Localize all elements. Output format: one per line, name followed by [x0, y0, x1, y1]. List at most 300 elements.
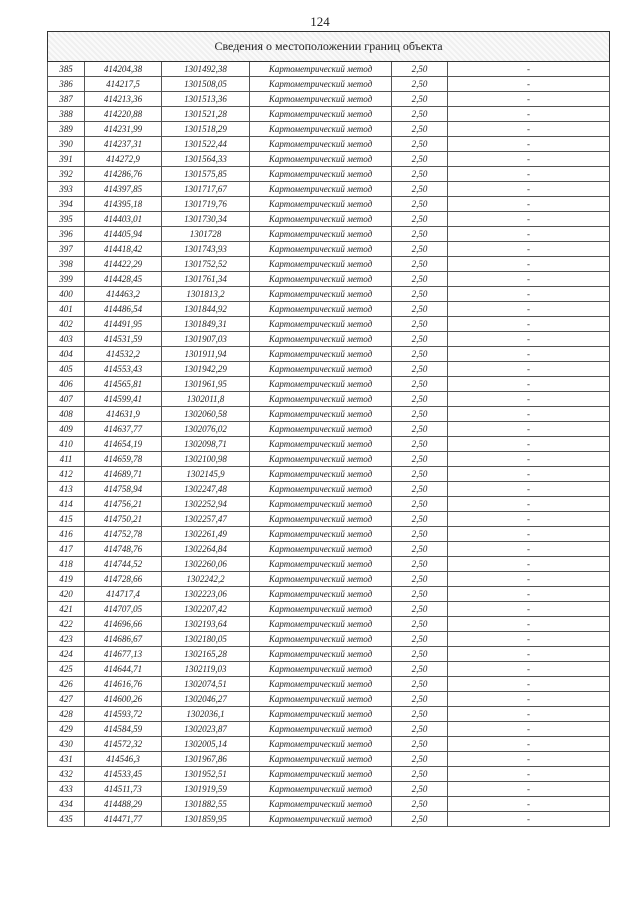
- accuracy-cell: 2,50: [392, 587, 448, 602]
- x-coordinate-cell: 414593,72: [85, 707, 162, 722]
- accuracy-cell: 2,50: [392, 287, 448, 302]
- point-number-cell: 386: [48, 77, 85, 92]
- description-cell: -: [448, 122, 610, 137]
- method-cell: Картометрический метод: [250, 122, 392, 137]
- y-coordinate-cell: 1302252,94: [162, 497, 250, 512]
- point-number-cell: 428: [48, 707, 85, 722]
- x-coordinate-cell: 414689,71: [85, 467, 162, 482]
- description-cell: -: [448, 752, 610, 767]
- point-number-cell: 405: [48, 362, 85, 377]
- accuracy-cell: 2,50: [392, 542, 448, 557]
- y-coordinate-cell: 1301564,33: [162, 152, 250, 167]
- y-coordinate-cell: 1302264,84: [162, 542, 250, 557]
- y-coordinate-cell: 1301513,36: [162, 92, 250, 107]
- x-coordinate-cell: 414511,73: [85, 782, 162, 797]
- accuracy-cell: 2,50: [392, 107, 448, 122]
- method-cell: Картометрический метод: [250, 422, 392, 437]
- method-cell: Картометрический метод: [250, 467, 392, 482]
- method-cell: Картометрический метод: [250, 482, 392, 497]
- x-coordinate-cell: 414422,29: [85, 257, 162, 272]
- accuracy-cell: 2,50: [392, 572, 448, 587]
- y-coordinate-cell: 1301728: [162, 227, 250, 242]
- description-cell: -: [448, 662, 610, 677]
- description-cell: -: [448, 347, 610, 362]
- y-coordinate-cell: 1301743,93: [162, 242, 250, 257]
- y-coordinate-cell: 1301849,31: [162, 317, 250, 332]
- accuracy-cell: 2,50: [392, 152, 448, 167]
- description-cell: -: [448, 512, 610, 527]
- point-number-cell: 408: [48, 407, 85, 422]
- table-row: [48, 752, 610, 767]
- x-coordinate-cell: 414553,43: [85, 362, 162, 377]
- y-coordinate-cell: 1301907,03: [162, 332, 250, 347]
- accuracy-cell: 2,50: [392, 317, 448, 332]
- x-coordinate-cell: 414728,66: [85, 572, 162, 587]
- x-coordinate-cell: 414644,71: [85, 662, 162, 677]
- method-cell: Картометрический метод: [250, 602, 392, 617]
- description-cell: -: [448, 302, 610, 317]
- table-row: [48, 662, 610, 677]
- x-coordinate-cell: 414418,42: [85, 242, 162, 257]
- method-cell: Картометрический метод: [250, 272, 392, 287]
- accuracy-cell: 2,50: [392, 497, 448, 512]
- boundary-coordinates-table: [47, 31, 610, 827]
- table-row: [48, 407, 610, 422]
- accuracy-cell: 2,50: [392, 767, 448, 782]
- x-coordinate-cell: 414599,41: [85, 392, 162, 407]
- method-cell: Картометрический метод: [250, 347, 392, 362]
- accuracy-cell: 2,50: [392, 752, 448, 767]
- accuracy-cell: 2,50: [392, 797, 448, 812]
- point-number-cell: 399: [48, 272, 85, 287]
- accuracy-cell: 2,50: [392, 812, 448, 827]
- description-cell: -: [448, 437, 610, 452]
- description-cell: -: [448, 182, 610, 197]
- accuracy-cell: 2,50: [392, 632, 448, 647]
- accuracy-cell: 2,50: [392, 737, 448, 752]
- description-cell: -: [448, 407, 610, 422]
- description-cell: -: [448, 632, 610, 647]
- description-cell: -: [448, 767, 610, 782]
- point-number-cell: 391: [48, 152, 85, 167]
- method-cell: Картометрический метод: [250, 797, 392, 812]
- y-coordinate-cell: 1302100,98: [162, 452, 250, 467]
- method-cell: Картометрический метод: [250, 707, 392, 722]
- point-number-cell: 427: [48, 692, 85, 707]
- point-number-cell: 431: [48, 752, 85, 767]
- table-row: [48, 797, 610, 812]
- y-coordinate-cell: 1301522,44: [162, 137, 250, 152]
- method-cell: Картометрический метод: [250, 512, 392, 527]
- accuracy-cell: 2,50: [392, 422, 448, 437]
- method-cell: Картометрический метод: [250, 662, 392, 677]
- accuracy-cell: 2,50: [392, 77, 448, 92]
- accuracy-cell: 2,50: [392, 167, 448, 182]
- description-cell: -: [448, 707, 610, 722]
- table-row: [48, 527, 610, 542]
- description-cell: -: [448, 482, 610, 497]
- description-cell: -: [448, 737, 610, 752]
- method-cell: Картометрический метод: [250, 542, 392, 557]
- table-header-row: [48, 32, 610, 62]
- accuracy-cell: 2,50: [392, 782, 448, 797]
- point-number-cell: 390: [48, 137, 85, 152]
- x-coordinate-cell: 414686,67: [85, 632, 162, 647]
- method-cell: Картометрический метод: [250, 77, 392, 92]
- table-row: [48, 737, 610, 752]
- y-coordinate-cell: 1301521,28: [162, 107, 250, 122]
- accuracy-cell: 2,50: [392, 242, 448, 257]
- y-coordinate-cell: 1302011,8: [162, 392, 250, 407]
- method-cell: Картометрический метод: [250, 557, 392, 572]
- x-coordinate-cell: 414532,2: [85, 347, 162, 362]
- y-coordinate-cell: 1301967,86: [162, 752, 250, 767]
- table-row: [48, 572, 610, 587]
- point-number-cell: 416: [48, 527, 85, 542]
- table-row: [48, 332, 610, 347]
- method-cell: Картометрический метод: [250, 287, 392, 302]
- point-number-cell: 389: [48, 122, 85, 137]
- description-cell: -: [448, 317, 610, 332]
- table-row: [48, 287, 610, 302]
- description-cell: -: [448, 167, 610, 182]
- point-number-cell: 409: [48, 422, 85, 437]
- method-cell: Картометрический метод: [250, 677, 392, 692]
- accuracy-cell: 2,50: [392, 272, 448, 287]
- y-coordinate-cell: 1302180,05: [162, 632, 250, 647]
- description-cell: -: [448, 242, 610, 257]
- method-cell: Картометрический метод: [250, 527, 392, 542]
- table-row: [48, 227, 610, 242]
- y-coordinate-cell: 1301508,05: [162, 77, 250, 92]
- x-coordinate-cell: 414204,38: [85, 62, 162, 77]
- table-row: [48, 212, 610, 227]
- table-row: [48, 677, 610, 692]
- y-coordinate-cell: 1301942,29: [162, 362, 250, 377]
- description-cell: -: [448, 227, 610, 242]
- method-cell: Картометрический метод: [250, 497, 392, 512]
- description-cell: -: [448, 92, 610, 107]
- description-cell: -: [448, 572, 610, 587]
- y-coordinate-cell: 1301882,55: [162, 797, 250, 812]
- x-coordinate-cell: 414213,36: [85, 92, 162, 107]
- x-coordinate-cell: 414572,32: [85, 737, 162, 752]
- boundary-table-container: [47, 31, 609, 827]
- table-row: [48, 242, 610, 257]
- x-coordinate-cell: 414463,2: [85, 287, 162, 302]
- accuracy-cell: 2,50: [392, 482, 448, 497]
- x-coordinate-cell: 414616,76: [85, 677, 162, 692]
- point-number-cell: 413: [48, 482, 85, 497]
- y-coordinate-cell: 1302005,14: [162, 737, 250, 752]
- y-coordinate-cell: 1301518,29: [162, 122, 250, 137]
- accuracy-cell: 2,50: [392, 602, 448, 617]
- table-title: Сведения о местоположении границ объекта: [48, 32, 610, 62]
- x-coordinate-cell: 414565,81: [85, 377, 162, 392]
- x-coordinate-cell: 414397,85: [85, 182, 162, 197]
- accuracy-cell: 2,50: [392, 62, 448, 77]
- table-row: [48, 467, 610, 482]
- x-coordinate-cell: 414403,01: [85, 212, 162, 227]
- description-cell: -: [448, 272, 610, 287]
- point-number-cell: 388: [48, 107, 85, 122]
- y-coordinate-cell: 1302060,58: [162, 407, 250, 422]
- table-row: [48, 422, 610, 437]
- y-coordinate-cell: 1302223,06: [162, 587, 250, 602]
- method-cell: Картометрический метод: [250, 692, 392, 707]
- table-row: [48, 767, 610, 782]
- table-row: [48, 482, 610, 497]
- method-cell: Картометрический метод: [250, 587, 392, 602]
- method-cell: Картометрический метод: [250, 632, 392, 647]
- description-cell: -: [448, 392, 610, 407]
- table-row: [48, 587, 610, 602]
- y-coordinate-cell: 1302036,1: [162, 707, 250, 722]
- y-coordinate-cell: 1302261,49: [162, 527, 250, 542]
- description-cell: -: [448, 602, 610, 617]
- description-cell: -: [448, 152, 610, 167]
- accuracy-cell: 2,50: [392, 377, 448, 392]
- x-coordinate-cell: 414488,29: [85, 797, 162, 812]
- x-coordinate-cell: 414272,9: [85, 152, 162, 167]
- description-cell: -: [448, 332, 610, 347]
- accuracy-cell: 2,50: [392, 122, 448, 137]
- method-cell: Картометрический метод: [250, 737, 392, 752]
- description-cell: -: [448, 587, 610, 602]
- description-cell: -: [448, 287, 610, 302]
- point-number-cell: 429: [48, 722, 85, 737]
- description-cell: -: [448, 617, 610, 632]
- method-cell: Картометрический метод: [250, 722, 392, 737]
- method-cell: Картометрический метод: [250, 62, 392, 77]
- x-coordinate-cell: 414428,45: [85, 272, 162, 287]
- accuracy-cell: 2,50: [392, 392, 448, 407]
- description-cell: -: [448, 62, 610, 77]
- point-number-cell: 401: [48, 302, 85, 317]
- description-cell: -: [448, 542, 610, 557]
- description-cell: -: [448, 362, 610, 377]
- x-coordinate-cell: 414654,19: [85, 437, 162, 452]
- x-coordinate-cell: 414491,95: [85, 317, 162, 332]
- method-cell: Картометрический метод: [250, 407, 392, 422]
- accuracy-cell: 2,50: [392, 197, 448, 212]
- point-number-cell: 411: [48, 452, 85, 467]
- description-cell: -: [448, 257, 610, 272]
- description-cell: -: [448, 497, 610, 512]
- point-number-cell: 400: [48, 287, 85, 302]
- y-coordinate-cell: 1302074,51: [162, 677, 250, 692]
- point-number-cell: 417: [48, 542, 85, 557]
- method-cell: Картометрический метод: [250, 317, 392, 332]
- accuracy-cell: 2,50: [392, 137, 448, 152]
- description-cell: -: [448, 107, 610, 122]
- accuracy-cell: 2,50: [392, 257, 448, 272]
- table-body: [48, 62, 610, 827]
- description-cell: -: [448, 197, 610, 212]
- table-row: [48, 107, 610, 122]
- accuracy-cell: 2,50: [392, 227, 448, 242]
- method-cell: Картометрический метод: [250, 182, 392, 197]
- y-coordinate-cell: 1302145,9: [162, 467, 250, 482]
- table-row: [48, 257, 610, 272]
- table-row: [48, 92, 610, 107]
- y-coordinate-cell: 1301752,52: [162, 257, 250, 272]
- accuracy-cell: 2,50: [392, 512, 448, 527]
- description-cell: -: [448, 722, 610, 737]
- table-row: [48, 437, 610, 452]
- point-number-cell: 396: [48, 227, 85, 242]
- description-cell: -: [448, 467, 610, 482]
- point-number-cell: 407: [48, 392, 85, 407]
- method-cell: Картометрический метод: [250, 92, 392, 107]
- y-coordinate-cell: 1301859,95: [162, 812, 250, 827]
- accuracy-cell: 2,50: [392, 527, 448, 542]
- point-number-cell: 415: [48, 512, 85, 527]
- accuracy-cell: 2,50: [392, 692, 448, 707]
- x-coordinate-cell: 414584,59: [85, 722, 162, 737]
- point-number-cell: 406: [48, 377, 85, 392]
- method-cell: Картометрический метод: [250, 107, 392, 122]
- y-coordinate-cell: 1302247,48: [162, 482, 250, 497]
- x-coordinate-cell: 414637,77: [85, 422, 162, 437]
- point-number-cell: 423: [48, 632, 85, 647]
- accuracy-cell: 2,50: [392, 662, 448, 677]
- point-number-cell: 419: [48, 572, 85, 587]
- y-coordinate-cell: 1301952,51: [162, 767, 250, 782]
- description-cell: -: [448, 377, 610, 392]
- y-coordinate-cell: 1302023,87: [162, 722, 250, 737]
- description-cell: -: [448, 797, 610, 812]
- point-number-cell: 387: [48, 92, 85, 107]
- table-row: [48, 167, 610, 182]
- table-row: [48, 302, 610, 317]
- x-coordinate-cell: 414395,18: [85, 197, 162, 212]
- table-row: [48, 377, 610, 392]
- point-number-cell: 433: [48, 782, 85, 797]
- table-row: [48, 602, 610, 617]
- table-row: [48, 152, 610, 167]
- table-row: [48, 632, 610, 647]
- accuracy-cell: 2,50: [392, 302, 448, 317]
- accuracy-cell: 2,50: [392, 557, 448, 572]
- y-coordinate-cell: 1301730,34: [162, 212, 250, 227]
- description-cell: -: [448, 812, 610, 827]
- x-coordinate-cell: 414707,05: [85, 602, 162, 617]
- table-row: [48, 77, 610, 92]
- y-coordinate-cell: 1302260,06: [162, 557, 250, 572]
- description-cell: -: [448, 557, 610, 572]
- accuracy-cell: 2,50: [392, 332, 448, 347]
- x-coordinate-cell: 414286,76: [85, 167, 162, 182]
- method-cell: Картометрический метод: [250, 152, 392, 167]
- x-coordinate-cell: 414677,13: [85, 647, 162, 662]
- table-row: [48, 692, 610, 707]
- x-coordinate-cell: 414756,21: [85, 497, 162, 512]
- table-row: [48, 452, 610, 467]
- description-cell: -: [448, 782, 610, 797]
- y-coordinate-cell: 1302242,2: [162, 572, 250, 587]
- accuracy-cell: 2,50: [392, 212, 448, 227]
- y-coordinate-cell: 1302046,27: [162, 692, 250, 707]
- description-cell: -: [448, 527, 610, 542]
- description-cell: -: [448, 77, 610, 92]
- accuracy-cell: 2,50: [392, 347, 448, 362]
- method-cell: Картометрический метод: [250, 197, 392, 212]
- table-row: [48, 557, 610, 572]
- table-row: [48, 122, 610, 137]
- description-cell: -: [448, 137, 610, 152]
- table-row: [48, 707, 610, 722]
- x-coordinate-cell: 414220,88: [85, 107, 162, 122]
- point-number-cell: 398: [48, 257, 85, 272]
- table-row: [48, 197, 610, 212]
- accuracy-cell: 2,50: [392, 437, 448, 452]
- method-cell: Картометрический метод: [250, 437, 392, 452]
- x-coordinate-cell: 414237,31: [85, 137, 162, 152]
- point-number-cell: 410: [48, 437, 85, 452]
- description-cell: -: [448, 422, 610, 437]
- method-cell: Картометрический метод: [250, 752, 392, 767]
- table-row: [48, 722, 610, 737]
- x-coordinate-cell: 414631,9: [85, 407, 162, 422]
- method-cell: Картометрический метод: [250, 572, 392, 587]
- y-coordinate-cell: 1302165,28: [162, 647, 250, 662]
- y-coordinate-cell: 1302119,03: [162, 662, 250, 677]
- point-number-cell: 435: [48, 812, 85, 827]
- x-coordinate-cell: 414405,94: [85, 227, 162, 242]
- point-number-cell: 412: [48, 467, 85, 482]
- x-coordinate-cell: 414486,54: [85, 302, 162, 317]
- x-coordinate-cell: 414717,4: [85, 587, 162, 602]
- accuracy-cell: 2,50: [392, 407, 448, 422]
- y-coordinate-cell: 1301719,76: [162, 197, 250, 212]
- description-cell: -: [448, 647, 610, 662]
- accuracy-cell: 2,50: [392, 707, 448, 722]
- point-number-cell: 414: [48, 497, 85, 512]
- method-cell: Картометрический метод: [250, 377, 392, 392]
- description-cell: -: [448, 452, 610, 467]
- table-row: [48, 812, 610, 827]
- method-cell: Картометрический метод: [250, 362, 392, 377]
- point-number-cell: 404: [48, 347, 85, 362]
- accuracy-cell: 2,50: [392, 647, 448, 662]
- y-coordinate-cell: 1302098,71: [162, 437, 250, 452]
- y-coordinate-cell: 1301717,67: [162, 182, 250, 197]
- method-cell: Картометрический метод: [250, 257, 392, 272]
- method-cell: Картометрический метод: [250, 167, 392, 182]
- method-cell: Картометрический метод: [250, 647, 392, 662]
- table-row: [48, 392, 610, 407]
- point-number-cell: 432: [48, 767, 85, 782]
- accuracy-cell: 2,50: [392, 92, 448, 107]
- y-coordinate-cell: 1301575,85: [162, 167, 250, 182]
- y-coordinate-cell: 1302076,02: [162, 422, 250, 437]
- x-coordinate-cell: 414748,76: [85, 542, 162, 557]
- x-coordinate-cell: 414750,21: [85, 512, 162, 527]
- point-number-cell: 392: [48, 167, 85, 182]
- table-row: [48, 317, 610, 332]
- table-row: [48, 542, 610, 557]
- table-row: [48, 617, 610, 632]
- point-number-cell: 430: [48, 737, 85, 752]
- method-cell: Картометрический метод: [250, 452, 392, 467]
- point-number-cell: 424: [48, 647, 85, 662]
- table-row: [48, 347, 610, 362]
- method-cell: Картометрический метод: [250, 212, 392, 227]
- table-row: [48, 497, 610, 512]
- y-coordinate-cell: 1301919,59: [162, 782, 250, 797]
- x-coordinate-cell: 414471,77: [85, 812, 162, 827]
